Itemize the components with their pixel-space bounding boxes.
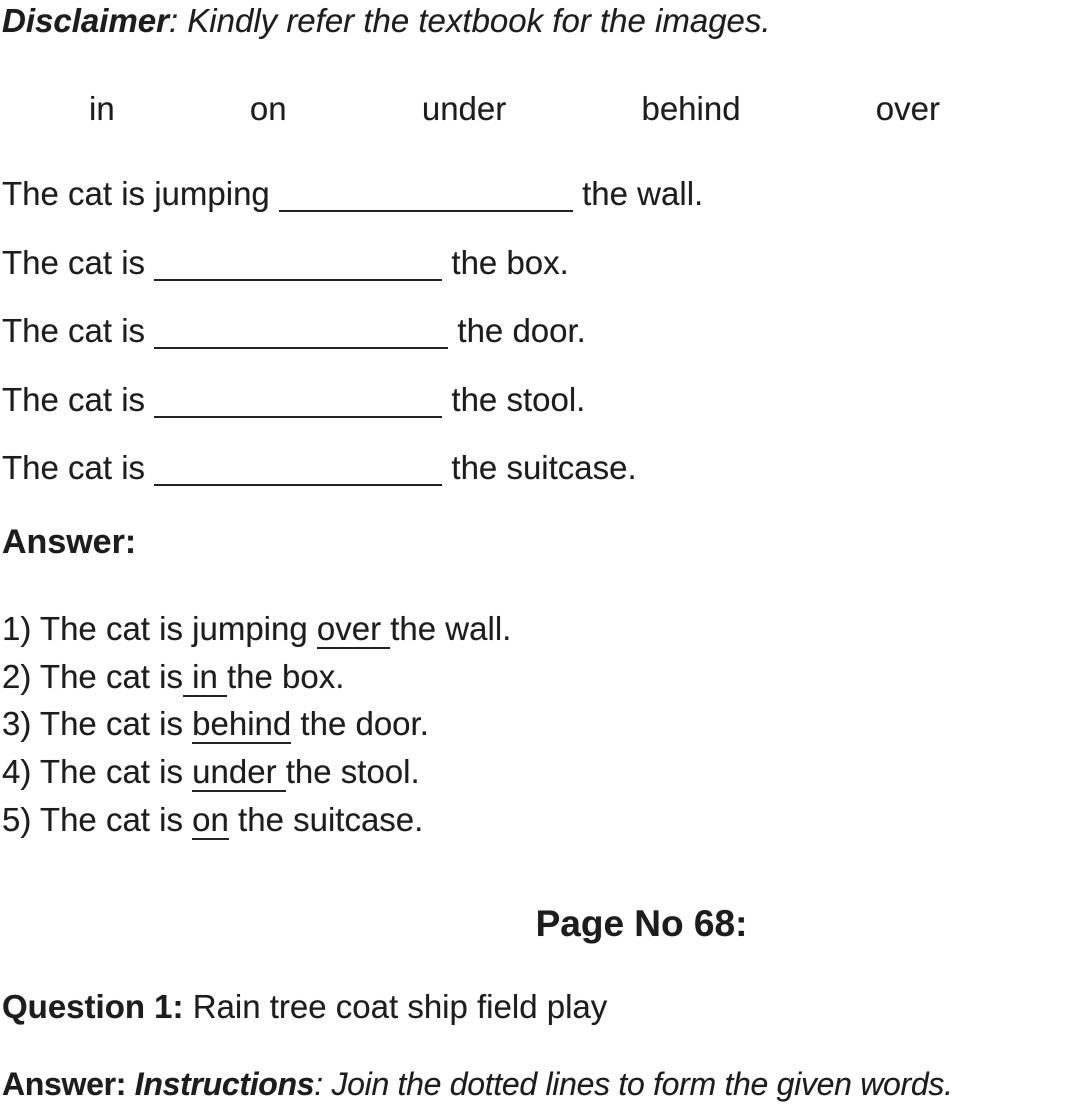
disclaimer-label: Disclaimer: [2, 2, 169, 39]
answer-before: The cat is: [39, 753, 193, 791]
answer-before: The cat is: [39, 800, 193, 838]
word-bank-item-under: under: [421, 90, 507, 127]
word-bank-item-on: on: [249, 90, 287, 127]
sentence-row: [2, 160, 1081, 229]
answer-underlined-word: in: [182, 657, 228, 695]
answer-after: the suitcase.: [228, 800, 424, 838]
answer-number: 2): [2, 657, 32, 695]
blank-line: [154, 279, 442, 281]
answer-list: [2, 605, 1081, 844]
page-number-heading: Page No 68:: [535, 903, 748, 945]
sentence-after: the wall.: [582, 175, 704, 212]
answer-before: The cat is jumping: [39, 609, 317, 647]
answer-number: 1): [2, 609, 32, 647]
word-bank: [2, 88, 1081, 129]
sentence-before: The cat is: [2, 449, 146, 487]
disclaimer-line: [2, 0, 1081, 41]
disclaimer-text: : Kindly refer the textbook for the images.: [168, 2, 771, 39]
answer-item: [2, 700, 1081, 748]
answer-before: The cat is: [39, 705, 193, 743]
word-bank-item-behind: behind: [641, 90, 741, 127]
blank-line: [279, 210, 573, 212]
word-bank-item-over: over: [875, 90, 940, 127]
answer-underlined-word: on: [192, 800, 229, 838]
fill-blank-sentences: [2, 160, 1081, 503]
question-label: Question 1:: [2, 988, 184, 1026]
answer-item: [2, 653, 1081, 701]
sentence-after: the stool.: [451, 380, 586, 418]
sentence-after: the door.: [457, 312, 586, 350]
answer-number: 3): [2, 705, 32, 743]
blank-line: [154, 484, 442, 486]
blank-line: [154, 416, 442, 418]
instructions-line: [2, 1059, 1081, 1109]
answer-item: [2, 605, 1081, 653]
answer-heading: Answer:: [2, 522, 137, 561]
blank-line: [154, 347, 448, 349]
instructions-label: Instructions: [134, 1066, 315, 1103]
answer-after: the box.: [227, 657, 345, 695]
answer-number: 4): [2, 753, 32, 791]
sentence-before: The cat is: [2, 312, 146, 350]
answer-number: 5): [2, 800, 32, 838]
answer-item: [2, 748, 1081, 796]
sentence-row: [2, 434, 1081, 503]
sentence-after: the box.: [451, 243, 569, 281]
bottom-answer-label: Answer:: [2, 1066, 135, 1103]
answer-after: the door.: [291, 705, 429, 743]
question-text: Rain tree coat ship field play: [183, 988, 608, 1026]
sentence-row: [2, 297, 1081, 366]
answer-underlined-word: under: [192, 753, 286, 791]
answer-item: [2, 796, 1081, 844]
instructions-text: : Join the dotted lines to form the given words.: [314, 1066, 953, 1103]
sentence-row: [2, 229, 1081, 298]
answer-underlined-word: over: [316, 609, 391, 647]
answer-underlined-word: behind: [192, 705, 292, 743]
sentence-before: The cat is: [2, 380, 146, 418]
word-bank-item-in: in: [89, 90, 115, 127]
sentence-row: [2, 366, 1081, 435]
question-line: [2, 982, 1081, 1032]
answer-after: the stool.: [285, 753, 420, 791]
sentence-after: the suitcase.: [451, 449, 637, 487]
answer-after: the wall.: [390, 609, 512, 647]
sentence-before: The cat is jumping: [2, 175, 270, 212]
sentence-before: The cat is: [2, 243, 146, 281]
answer-before: The cat is: [39, 657, 183, 695]
